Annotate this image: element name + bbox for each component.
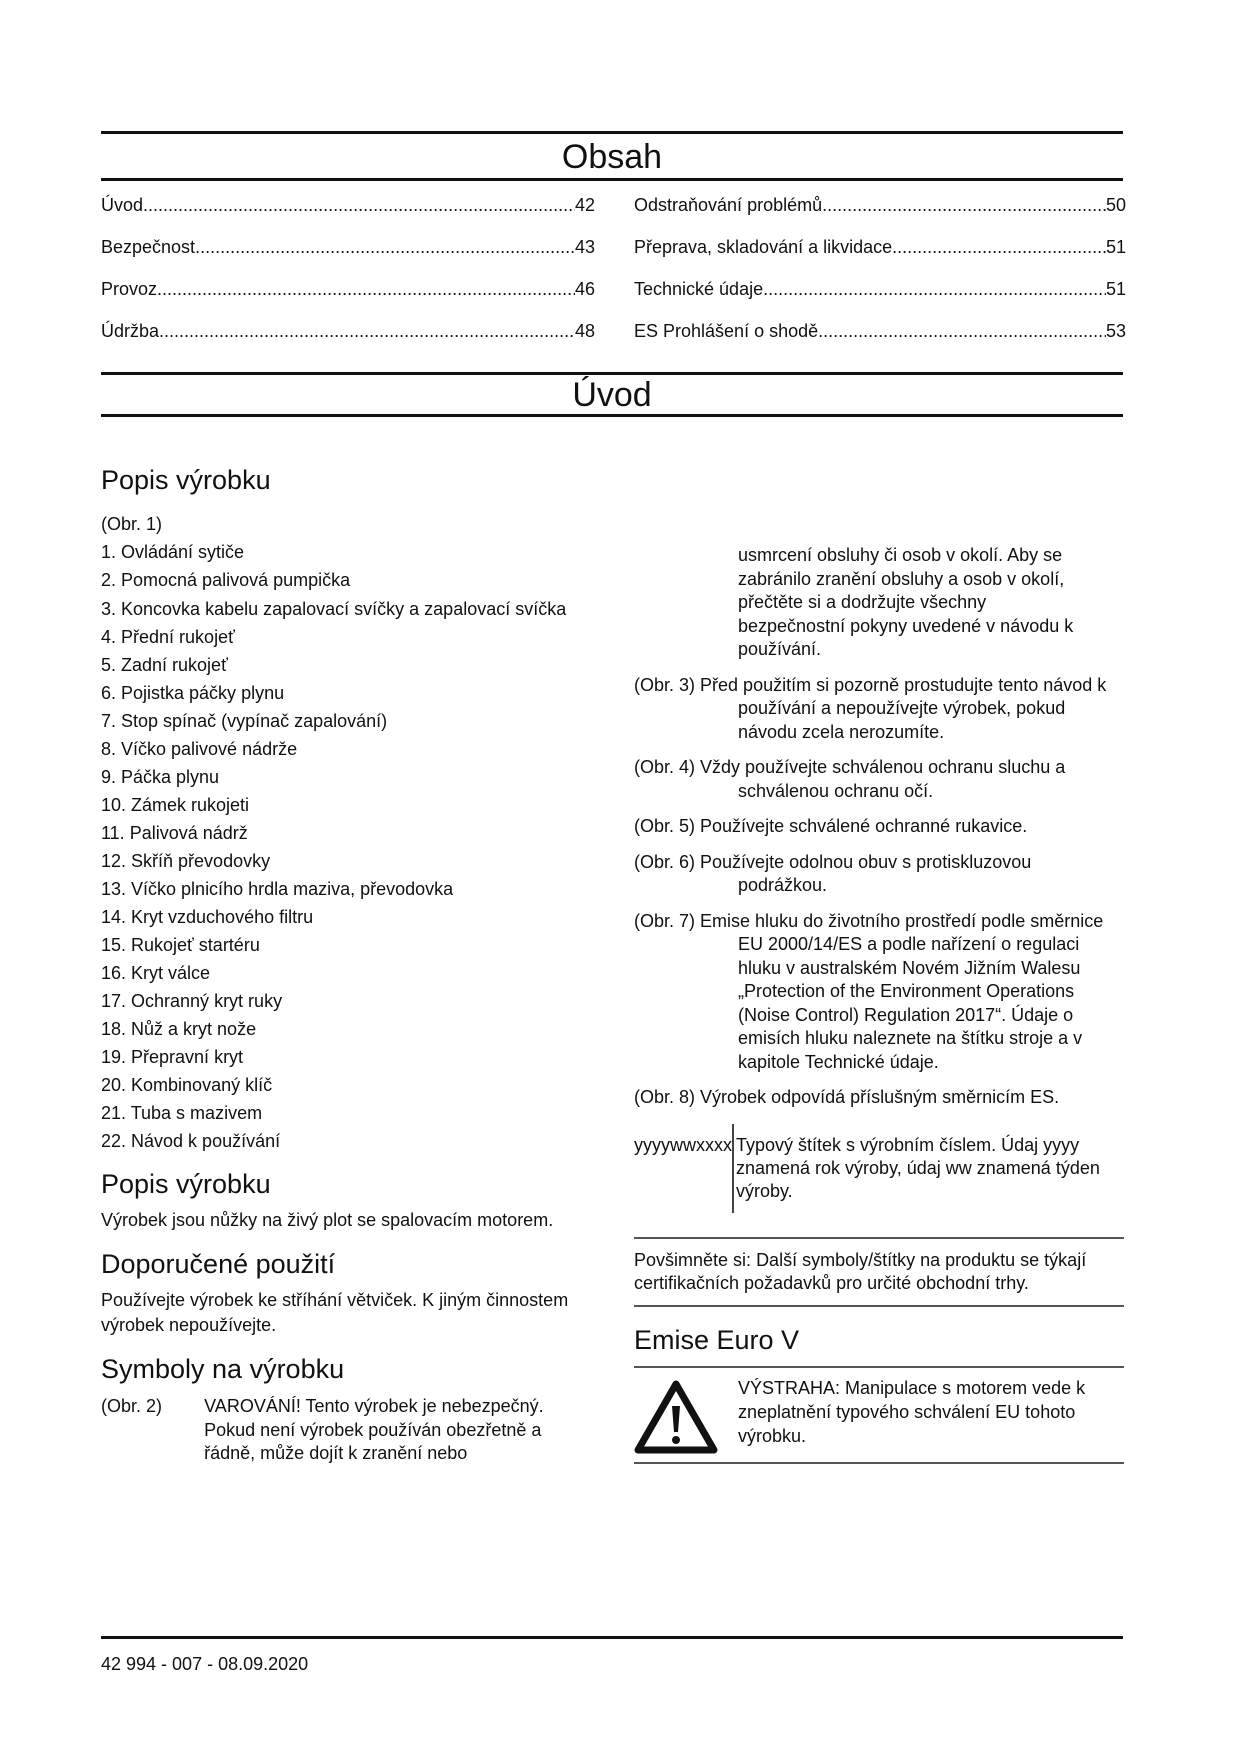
list-item: 13. Víčko plnicího hrdla maziva, převodovka [101, 879, 454, 899]
fig-label: (Obr. 7) [634, 910, 696, 931]
toc-title: Obsah [561, 138, 663, 176]
warning-text: Manipulace s motorem vede k zneplatnění typového schválení EU tohoto výrobku. [738, 1377, 1086, 1446]
rule [101, 131, 1123, 134]
footer-code: 42 994 - 007 - 08.09.2020 [101, 1654, 309, 1674]
list-item: 9. Páčka plynu [101, 767, 220, 787]
fig-label: (Obr. 6) [634, 851, 696, 872]
paragraph: Používejte výrobek ke stříhání větviček. K jiným činnostem výrobek nepoužívejte. [101, 1290, 569, 1335]
toc-page: 42 [574, 195, 595, 215]
list-item: 17. Ochranný kryt ruky [101, 991, 283, 1011]
note-label: Povšimněte si: [634, 1249, 752, 1270]
symbol-text: Vždy používejte schválenou ochranu sluchu a schválenou ochranu očí. [700, 757, 1066, 801]
list-item: 6. Pojistka páčky plynu [101, 683, 285, 703]
toc-page: 50 [1105, 195, 1126, 215]
list-item: 19. Přepravní kryt [101, 1047, 244, 1067]
list-item: 12. Skříň převodovky [101, 851, 271, 871]
dots [195, 237, 575, 258]
list-item: 10. Zámek rukojeti [101, 795, 250, 815]
toc-label: Úvod [101, 195, 144, 215]
dots [818, 321, 1106, 342]
heading-doporucene: Doporučené použití [101, 1249, 336, 1279]
serial-code: yyyywwxxxx [634, 1134, 732, 1155]
fig-ref: (Obr. 1) [101, 514, 163, 534]
list-item: 11. Palivová nádrž [101, 823, 248, 843]
fig-label: (Obr. 2) [101, 1396, 163, 1416]
list-item: 7. Stop spínač (vypínač zapalování) [101, 711, 388, 731]
fig-label: (Obr. 3) [634, 674, 696, 695]
toc-entry[interactable] [101, 237, 595, 258]
right-column [634, 544, 1124, 1464]
symbol-text: Používejte odolnou obuv s protiskluzovou podrážkou. [700, 851, 1032, 895]
serial-row [634, 1124, 1124, 1213]
toc-page: 48 [574, 321, 595, 341]
toc-entry[interactable] [101, 279, 595, 300]
toc-label: Technické údaje [634, 279, 764, 299]
toc-page: 43 [574, 237, 595, 257]
fig-label: (Obr. 5) [634, 816, 696, 836]
section-title: Úvod [572, 376, 652, 414]
list-item: 5. Zadní rukojeť [101, 655, 228, 675]
list-item: 1. Ovládání sytiče [101, 542, 245, 562]
list-item: 8. Víčko palivové nádrže [101, 739, 298, 759]
heading-popis: Popis výrobku [101, 465, 271, 495]
list-item: 18. Nůž a kryt nože [101, 1019, 257, 1039]
toc-entry[interactable] [634, 195, 1126, 216]
symbol-item [634, 910, 1124, 1075]
serial-text: Typový štítek s výrobním číslem. Údaj yyyy znamená rok výroby, údaj ww znamená týden výroby. [732, 1124, 1121, 1213]
list-item: 14. Kryt vzduchového filtru [101, 907, 314, 927]
toc-label: Přeprava, skladování a likvidace [634, 237, 893, 257]
list-item: 3. Koncovka kabelu zapalovací svíčky a zapalovací svíčka [101, 599, 567, 619]
symbol-item [634, 815, 1124, 839]
symbol-text: usmrcení obsluhy či osob v okolí. Aby se zabránilo zranění obsluhy a osob v okolí, přečtěte si a dodržujte všechny bezpečnostní pokyny uvedené v návodu k používání. [738, 545, 1074, 659]
toc-page: 51 [1105, 237, 1126, 257]
list-item: 16. Kryt válce [101, 963, 211, 983]
parts-list [101, 538, 581, 1155]
toc-label: ES Prohlášení o shodě [634, 321, 819, 341]
warning-triangle-icon [634, 1380, 718, 1454]
symbol-item [634, 1086, 1124, 1110]
dots [892, 237, 1106, 258]
note-text: Další symboly/štítky na produktu se týkají certifikačních požadavků pro určité obchodní trhy. [634, 1249, 1087, 1293]
list-item: 15. Rukojeť startéru [101, 935, 260, 955]
dots [763, 279, 1106, 300]
symbol-item [101, 1395, 581, 1466]
warning-box [634, 1366, 1124, 1464]
rule [101, 414, 1123, 417]
symbol-text: Používejte schválené ochranné rukavice. [700, 816, 1028, 836]
list-item: 4. Přední rukojeť [101, 627, 235, 647]
dots [159, 321, 575, 342]
toc-entry[interactable] [634, 321, 1126, 342]
footer-rule [101, 1636, 1123, 1639]
symbol-text: Před použitím si pozorně prostudujte tento návod k používání a nepoužívejte výrobek, pokud návodu zcela nerozumíte. [700, 674, 1107, 742]
dots [157, 279, 575, 300]
toc-label: Bezpečnost [101, 237, 196, 257]
toc-entry[interactable] [101, 195, 595, 216]
symbol-item [634, 851, 1124, 898]
toc-page: 53 [1105, 321, 1126, 341]
toc-label: Údržba [101, 321, 160, 341]
list-item: 21. Tuba s mazivem [101, 1103, 263, 1123]
list-item: 22. Návod k používání [101, 1131, 281, 1151]
fig-label: (Obr. 4) [634, 757, 696, 777]
symbol-text: Emise hluku do životního prostředí podle směrnice EU 2000/14/ES a podle nařízení o regulaci hluku v australském Novém Jižním Walesu „Protection of the Environment Operations (Noise Control) Regulation 2017“. Údaje o emisích hluku naleznete na štítku stroje a v kapitole Technické údaje. [700, 910, 1104, 1072]
warning-label: VÝSTRAHA: [738, 1377, 841, 1398]
list-item: 2. Pomocná palivová pumpička [101, 570, 351, 590]
rule [101, 178, 1123, 181]
fig-label: (Obr. 8) [634, 1087, 696, 1107]
toc-label: Odstraňování problémů [634, 195, 823, 215]
symbol-continuation [634, 544, 1098, 662]
symbol-item [634, 674, 1124, 745]
heading-euro: Emise Euro V [634, 1324, 800, 1355]
symbol-item [634, 756, 1124, 803]
toc-entry[interactable] [101, 321, 595, 342]
rule [101, 372, 1123, 375]
toc-label: Provoz [101, 279, 158, 299]
toc-entry[interactable] [634, 279, 1126, 300]
list-item: 20. Kombinovaný klíč [101, 1075, 273, 1095]
paragraph: Výrobek jsou nůžky na živý plot se spalovacím motorem. [101, 1210, 554, 1230]
symbol-text: Výrobek odpovídá příslušným směrnicím ES. [700, 1087, 1060, 1107]
note-box [634, 1237, 1124, 1307]
toc-page: 51 [1105, 279, 1126, 299]
heading-popis-2: Popis výrobku [101, 1169, 271, 1199]
heading-symboly: Symboly na výrobku [101, 1354, 345, 1384]
dots [143, 195, 575, 216]
left-column [101, 465, 581, 1478]
symbol-text: VAROVÁNÍ! Tento výrobek je nebezpečný. Pokud není výrobek používán obezřetně a řádně, může dojít k zranění nebo [204, 1396, 544, 1463]
toc-entry[interactable] [634, 237, 1126, 258]
dots [822, 195, 1106, 216]
toc-page: 46 [574, 279, 595, 299]
